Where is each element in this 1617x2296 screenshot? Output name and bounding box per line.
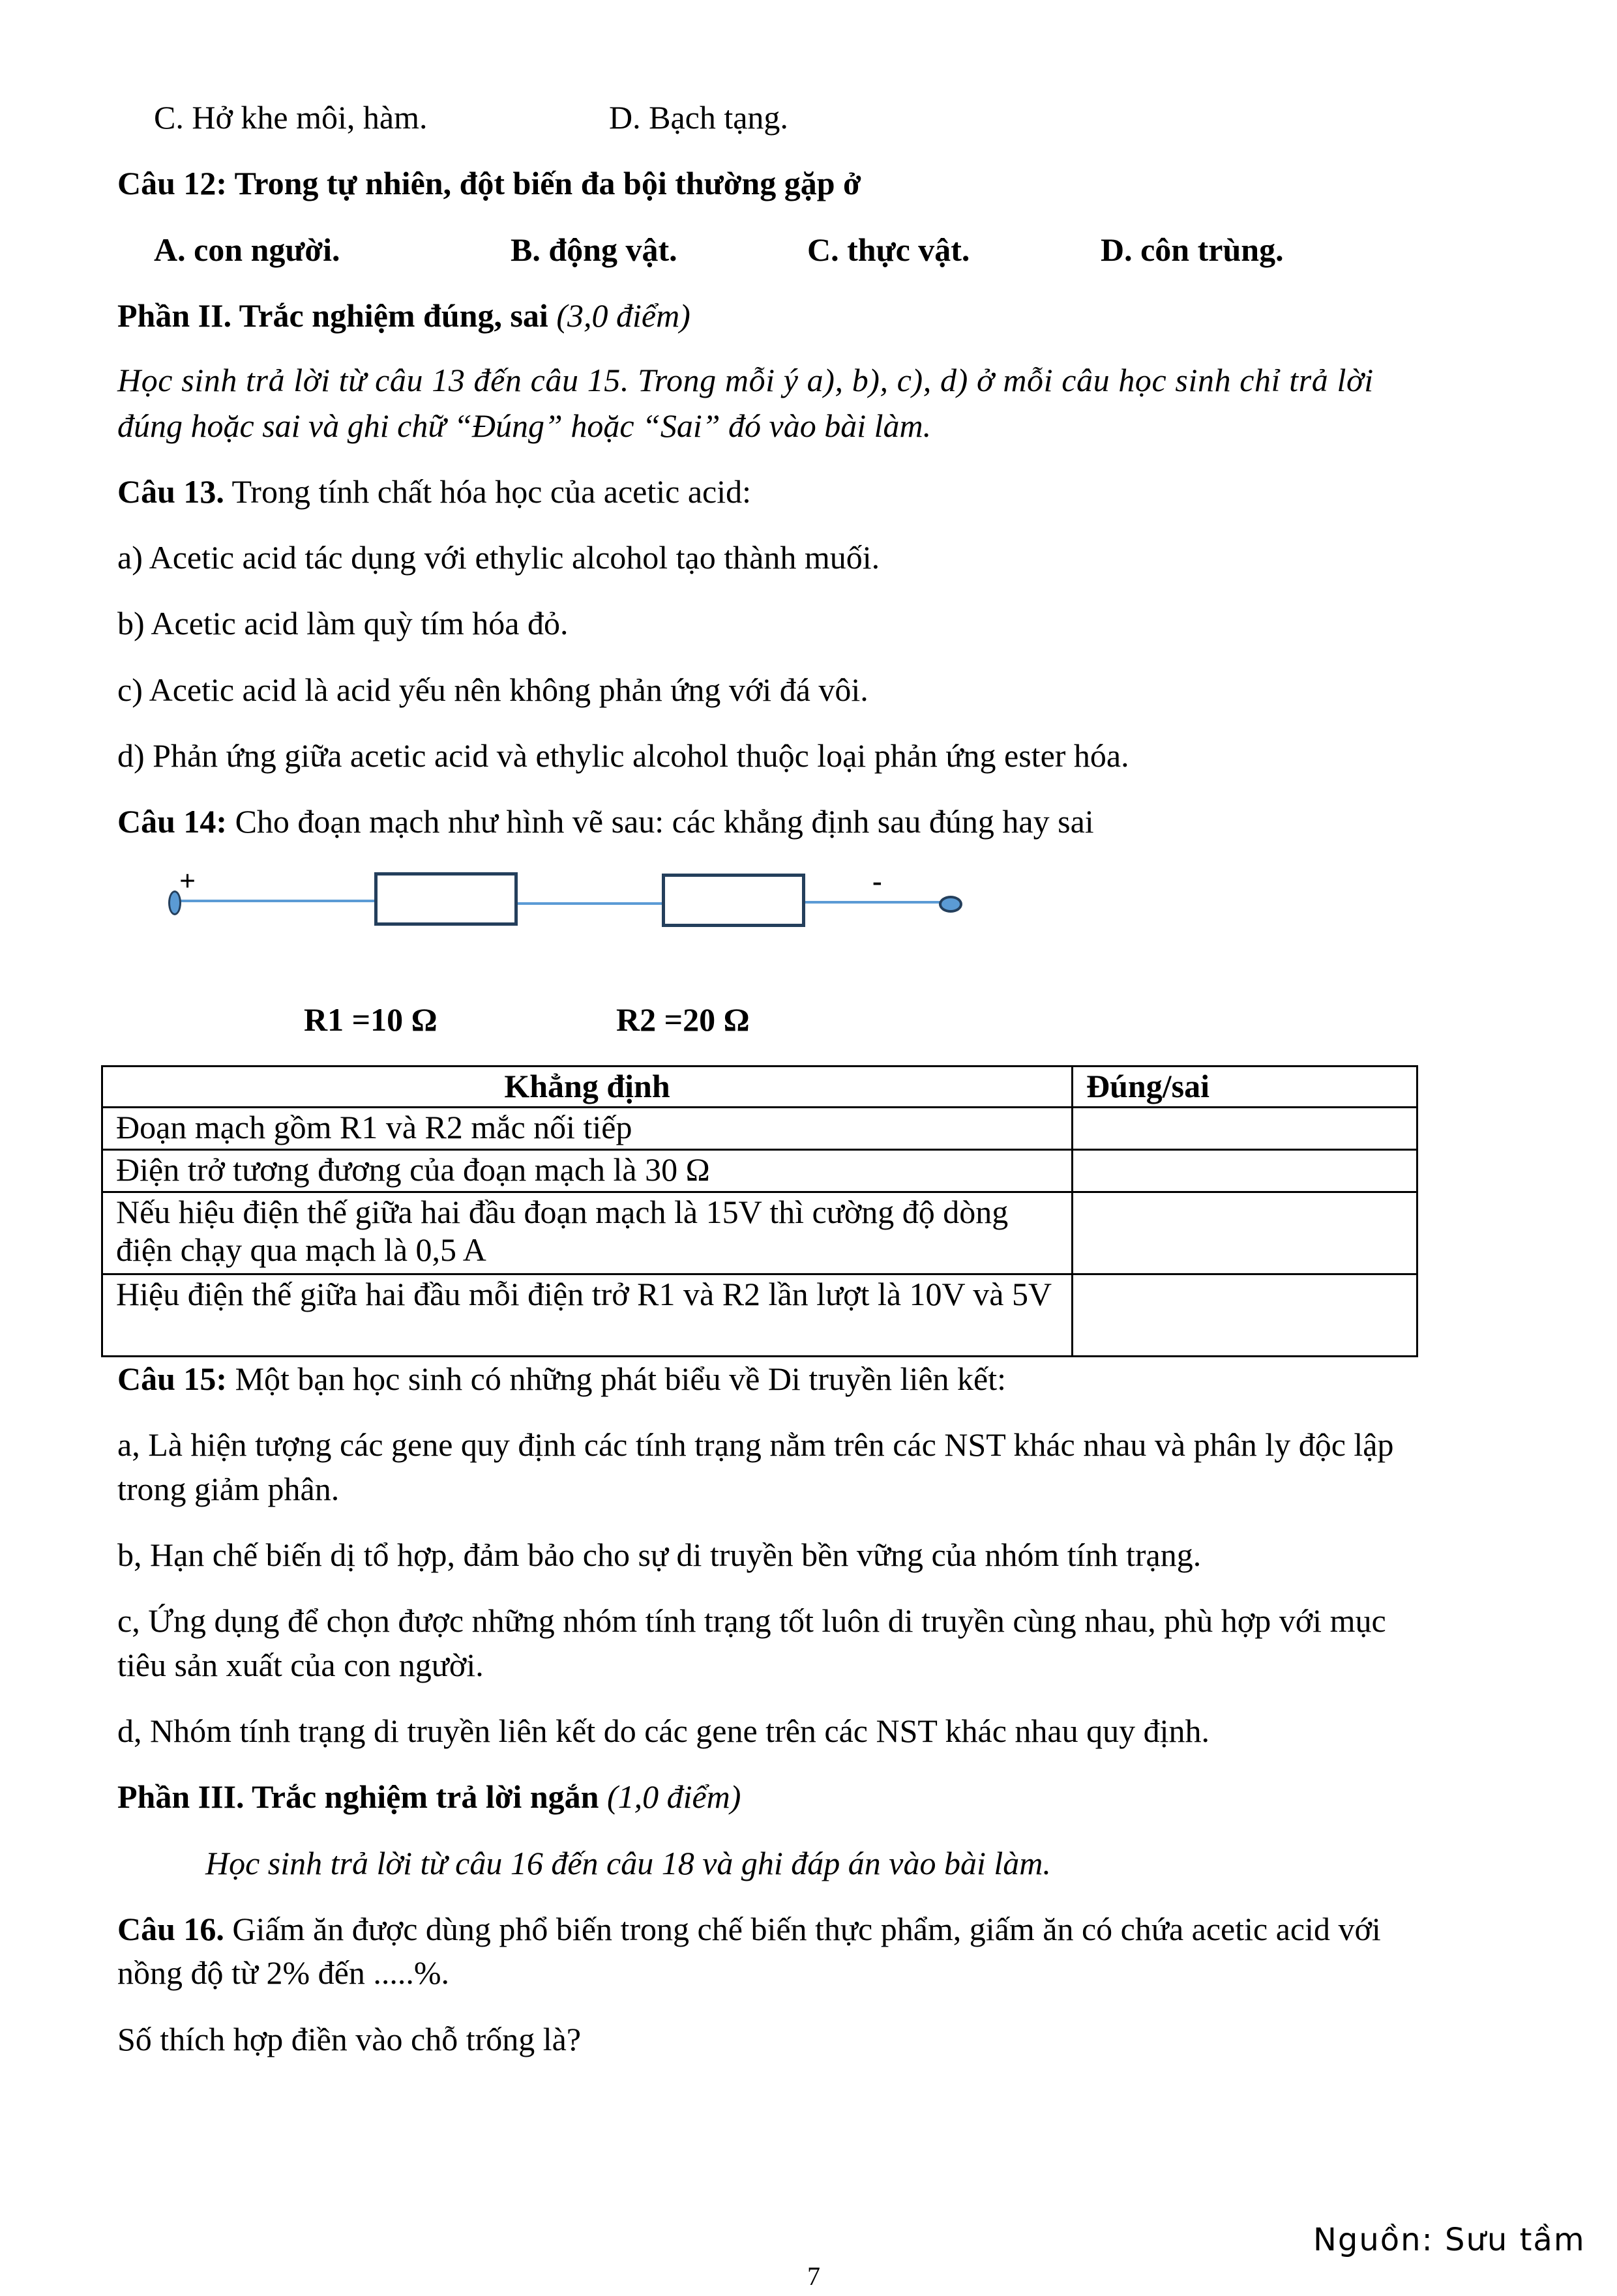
q12-option-c: C. thực vật. (807, 231, 970, 268)
header-statement: Khẳng định (102, 1067, 1073, 1108)
wire-left (175, 900, 376, 902)
statement-cell: Nếu hiệu điện thế giữa hai đầu đoạn mạch là 15V thì cường độ dòng điện chạy qua mạch là 0,5 A (102, 1192, 1073, 1274)
q15-label: Câu 15: (117, 1361, 228, 1397)
part3-instruction: Học sinh trả lời từ câu 16 đến câu 18 và ghi đáp án vào bài làm. (205, 1845, 1051, 1881)
q14-question (117, 802, 1094, 841)
q12-text: Trong tự nhiên, đột biến đa bội thường gặp ở (227, 165, 861, 201)
table-row (102, 1274, 1417, 1357)
answer-cell[interactable] (1073, 1108, 1417, 1150)
q13-label: Câu 13. (117, 473, 224, 510)
q13-item-d: d) Phản ứng giữa acetic acid và ethylic alcohol thuộc loại phản ứng ester hóa. (117, 737, 1129, 774)
r2-label: R2 =20 Ω (616, 1001, 750, 1038)
wire-right (804, 901, 949, 904)
answer-cell[interactable] (1073, 1192, 1417, 1274)
part2-title: Phần II. Trắc nghiệm đúng, sai (117, 297, 557, 334)
q13-text: Trong tính chất hóa học của acetic acid: (224, 473, 752, 510)
table-header-row (102, 1067, 1417, 1108)
q14-label: Câu 14: (117, 803, 228, 840)
part3-points: (1,0 điểm) (606, 1778, 741, 1815)
q14-text: Cho đoạn mạch như hình vẽ sau: các khẳng định sau đúng hay sai (227, 803, 1094, 840)
q16-text: Giấm ăn được dùng phổ biến trong chế biến thực phẩm, giấm ăn có chứa acetic acid với (224, 1911, 1381, 1947)
part3-title: Phần III. Trắc nghiệm trả lời ngắn (117, 1778, 607, 1815)
part3-heading (117, 1777, 741, 1816)
q13-question (117, 472, 751, 511)
plus-sign: + (179, 865, 196, 897)
q15-item-d: d, Nhóm tính trạng di truyền liên kết do các gene trên các NST khác nhau quy định. (117, 1713, 1209, 1749)
part2-instruction-2: đúng hoặc sai và ghi chữ “Đúng” hoặc “Sai” đó vào bài làm. (117, 407, 932, 444)
q15-item-c-line1: c, Ứng dụng để chọn được những nhóm tính trạng tốt luôn di truyền cùng nhau, phù hợp với mục (117, 1602, 1386, 1639)
resistor-r1 (374, 872, 518, 926)
statement-cell: Đoạn mạch gồm R1 và R2 mắc nối tiếp (102, 1108, 1073, 1150)
q15-item-b: b, Hạn chế biến dị tổ hợp, đảm bảo cho sự di truyền bền vững của nhóm tính trạng. (117, 1537, 1202, 1573)
table-row (102, 1150, 1417, 1192)
page-number: 7 (807, 2261, 820, 2291)
table-row (102, 1192, 1417, 1274)
q13-item-b: b) Acetic acid làm quỳ tím hóa đỏ. (117, 605, 569, 641)
q12-label: Câu 12: (117, 165, 228, 201)
q13-item-c: c) Acetic acid là acid yếu nên không phản ứng với đá vôi. (117, 671, 868, 708)
q11-option-d: D. Bạch tạng. (609, 99, 788, 136)
answer-cell[interactable] (1073, 1150, 1417, 1192)
header-true-false: Đúng/sai (1073, 1067, 1417, 1108)
q12-question (117, 164, 861, 203)
minus-sign: - (872, 865, 882, 897)
q15-text: Một bạn học sinh có những phát biểu về Di truyền liên kết: (227, 1361, 1006, 1397)
table-row (102, 1108, 1417, 1150)
answer-cell[interactable] (1073, 1274, 1417, 1357)
q15-item-a-line1: a, Là hiện tượng các gene quy định các tính trạng nằm trên các NST khác nhau và phân ly độc lập (117, 1426, 1394, 1463)
wire-middle (515, 902, 664, 905)
q15-item-a-line2: trong giảm phân. (117, 1471, 340, 1507)
q12-option-a: A. con người. (154, 231, 340, 268)
part2-heading (117, 296, 690, 335)
part2-instruction-1: Học sinh trả lời từ câu 13 đến câu 15. Trong mỗi ý a), b), c), d) ở mỗi câu học sinh chỉ trả lời (117, 362, 1374, 398)
statement-cell: Điện trở tương đương của đoạn mạch là 30 Ω (102, 1150, 1073, 1192)
q12-option-d: D. côn trùng. (1101, 231, 1284, 268)
part2-points: (3,0 điểm) (556, 297, 690, 334)
q16-question-line2: nồng độ từ 2% đến .....%. (117, 1954, 449, 1991)
q13-item-a: a) Acetic acid tác dụng với ethylic alcohol tạo thành muối. (117, 539, 880, 576)
r1-label: R1 =10 Ω (304, 1001, 438, 1038)
q15-item-c-line2: tiêu sản xuất của con người. (117, 1647, 484, 1683)
q16-question-line1 (117, 1909, 1381, 1949)
q16-label: Câu 16. (117, 1911, 224, 1947)
footer-source: Nguồn: Sưu tầm (1313, 2222, 1586, 2258)
resistor-r2 (662, 874, 805, 927)
negative-terminal (939, 896, 962, 913)
q11-option-c: C. Hở khe môi, hàm. (154, 99, 428, 136)
q16-ask: Số thích hợp điền vào chỗ trống là? (117, 2021, 582, 2057)
q15-question (117, 1359, 1006, 1398)
statement-cell: Hiệu điện thế giữa hai đầu mỗi điện trở R1 và R2 lần lượt là 10V và 5V (102, 1274, 1073, 1357)
q14-table (101, 1065, 1418, 1357)
q12-option-b: B. động vật. (511, 231, 677, 268)
